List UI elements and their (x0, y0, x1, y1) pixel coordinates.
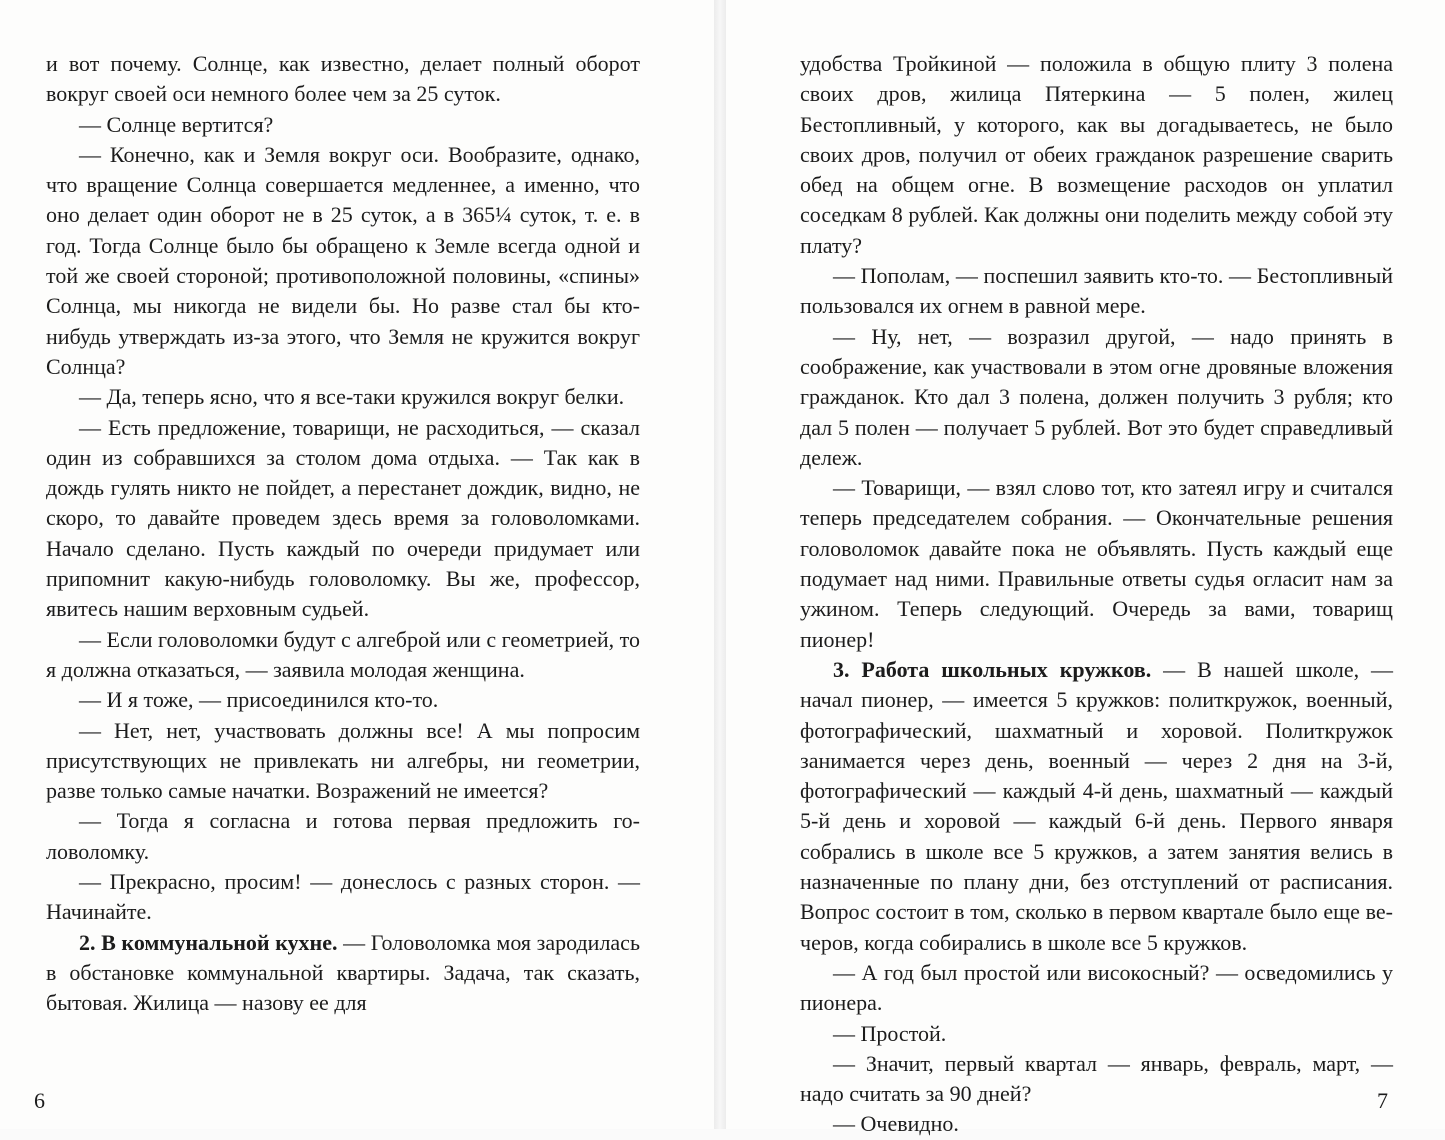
section-text: — Головоломка моя зародилась в обстановке коммунальной квартиры. Задача, так сказать, бытовая. Жилица — назову ее для (46, 929, 640, 1016)
paragraph: — И я тоже, — присоединился кто-то. (79, 687, 439, 713)
left-page (0, 0, 714, 1129)
paragraph: — Да, теперь ясно, что я все-таки кружился вокруг белки. (79, 384, 625, 410)
paragraph: и вот почему. Солнце, как известно, делает полный оборот вокруг своей оси немного более чем за 25 суток. (46, 51, 640, 107)
paragraph: — Пополам, — поспешил заявить кто-то. — Бестопливный пользовался их огнем в равной мере. (800, 263, 1393, 319)
right-page-text (800, 49, 1393, 1140)
paragraph: — Очевидно. (833, 1111, 959, 1137)
paragraph: — А год был простой или високосный? — осведомились у пионера. (800, 959, 1393, 1016)
paragraph: — Тогда я согласна и готова первая предложить головоломку. (46, 808, 640, 864)
paragraph: — Ну, нет, — возразил другой, — надо принять в соображение, как участвовали в этом огне дровяные вложения гражданок. Кто дал 3 полена, должен получить 3 рубля; кто дал 5 полен — получает 5 рублей. Вот это будет справедливый дележ. (800, 323, 1393, 470)
page-number: 6 (34, 1088, 45, 1113)
left-page-text (46, 49, 640, 1019)
paragraph: — Значит, первый квартал — январь, февраль, март, — надо считать за 90 дней? (800, 1050, 1393, 1107)
paragraph: — Конечно, как и Земля вокруг оси. Вообразите, однако, что вращение Солнца совершается медленнее, а именно, что оно делает один оборот не в 25 суток, а в 365¼ суток, т. е. в год. Тогда Солнце было бы обращено к Земле всегда одной и той же своей стороной; противоположной половины, «спины» Солнца, мы никогда не видели бы. Но разве стал бы кто-нибудь утверждать из-за этого, что Земля не кружится вокруг Солнца? (46, 141, 640, 379)
paragraph: удобства Тройкиной — положила в общую плиту 3 полена своих дров, жилица Пятеркина — 5 полен, жилец Бестопливный, у которого, как вы догадываетесь, не было своих дров, получил от обеих гражданок разрешение сварить обед на общем огне. В возмещение расходов он уплатил соседкам 8 рублей. Как должны они поделить между собой эту плату? (800, 51, 1393, 258)
paragraph: — Если головоломки будут с алгеброй или с геометрией, то я должна отказаться, — заявила молодая женщина. (46, 626, 640, 682)
section-paragraph (800, 655, 1393, 958)
section-heading: 3. Работа школьных кружков. (833, 656, 1152, 682)
paragraph: — Нет, нет, участвовать должны все! А мы попросим присутствующих не привлекать ни алгебры, ни геометрии, разве только самые начатки. Возражений не имеется? (46, 717, 640, 804)
paragraph: — Солнце вертится? (79, 111, 274, 137)
right-page (726, 0, 1445, 1137)
section-paragraph (46, 928, 640, 1019)
section-heading: 2. В коммунальной кухне. (79, 929, 338, 955)
page-number: 7 (1377, 1088, 1388, 1113)
paragraph: — Есть предложение, товарищи, не расходиться, — сказал один из собравшихся за столом дома отдыха. — Так как в дождь гулять никто не пойдет, а перестанет дождик, видно, не скоро, то давайте проведем здесь время за головоломками. Начало сделано. Пусть каждый по очереди придумает или припомнит какую-нибудь головоломку. Вы же, профессор, явитесь нашим верховным судьей. (46, 414, 640, 622)
paragraph: — Прекрасно, просим! — донеслось с разных сторон. — Начинайте. (46, 869, 640, 925)
paragraph: — Товарищи, — взял слово тот, кто затеял игру и считался теперь председателем собрания. — Окончательные решения головоломок давайте пока не объявлять. Пусть каждый еще подумает над ними. Правильные ответы судья огласит нам за ужином. Теперь следующий. Очередь за вами, товарищ пионер! (800, 475, 1393, 652)
section-text: — В нашей школе, — начал пионер, — имеется 5 кружков: политкружок, военный, фотографический, шахматный и хоровой. Политкружок занимается через день, военный — через 2 дня на 3-й, фотографический — каждый 4-й день, шахматный — каждый 5-й день и хоровой — каждый 6-й день. Первого января собрались в школе все 5 кружков, а затем занятия велись в назначенные по плану дни, без отступлений от расписания. Вопрос состоит в том, сколько в первом квартале было еще вечеров, когда собирались в школе все 5 кружков. (800, 656, 1394, 955)
paragraph: — Простой. (833, 1020, 947, 1046)
book-gutter (714, 0, 726, 1129)
